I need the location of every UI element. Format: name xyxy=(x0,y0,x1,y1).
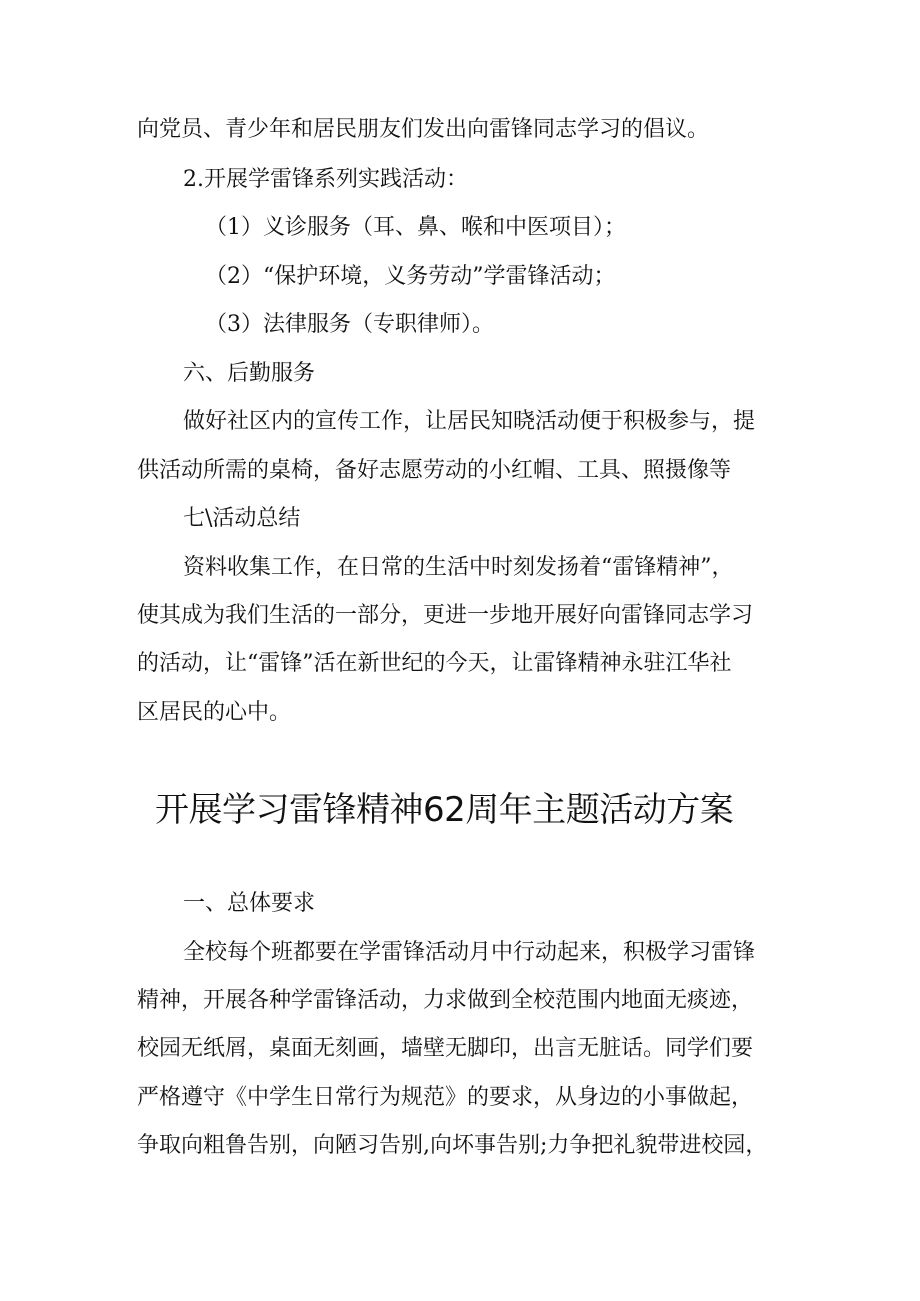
section-heading: 六、后勤服务 xyxy=(183,361,316,386)
section-heading: 一、总体要求 xyxy=(183,891,316,916)
paragraph-line: 严格遵守《中学生日常行为规范》的要求，从身边的小事做起， xyxy=(137,1085,754,1110)
list-item: （2）“保护环境，义务劳动”学雷锋活动； xyxy=(205,264,616,289)
paragraph-line: 供活动所需的桌椅，备好志愿劳动的小红帽、工具、照摄像等 xyxy=(137,458,732,483)
list-item: （3）法律服务（专职律师）。 xyxy=(205,312,494,337)
paragraph-line: 全校每个班都要在学雷锋活动月中行动起来，积极学习雷锋 xyxy=(183,940,756,965)
paragraph-line: 资料收集工作，在日常的生活中时刻发扬着“雷锋精神”， xyxy=(183,555,734,580)
paragraph-line: 向党员、青少年和居民朋友们发出向雷锋同志学习的倡议。 xyxy=(137,117,710,142)
paragraph-line: 做好社区内的宣传工作，让居民知晓活动便于积极参与，提 xyxy=(183,409,756,434)
list-item: （1）义诊服务（耳、鼻、喉和中医项目）； xyxy=(205,215,626,240)
paragraph-line: 的活动，让“雷锋”活在新世纪的今天，让雷锋精神永驻江华社 xyxy=(137,651,732,676)
paragraph-line: 精神，开展各种学雷锋活动，力求做到全校范围内地面无痰迹， xyxy=(137,988,754,1013)
paragraph-line: 争取向粗鲁告别，向陋习告别,向坏事告别;力争把礼貌带进校园， xyxy=(137,1133,768,1158)
paragraph-line: 使其成为我们生活的一部分，更进一步地开展好向雷锋同志学习 xyxy=(137,603,754,628)
document-title: 开展学习雷锋精神62周年主题活动方案 xyxy=(155,790,734,830)
section-heading: 七\活动总结 xyxy=(183,506,301,531)
paragraph-line: 校园无纸屑，桌面无刻画，墙壁无脚印，出言无脏话。同学们要 xyxy=(137,1036,754,1061)
list-heading: 2.开展学雷锋系列实践活动： xyxy=(183,167,468,192)
paragraph-line: 区居民的心中。 xyxy=(137,700,292,725)
